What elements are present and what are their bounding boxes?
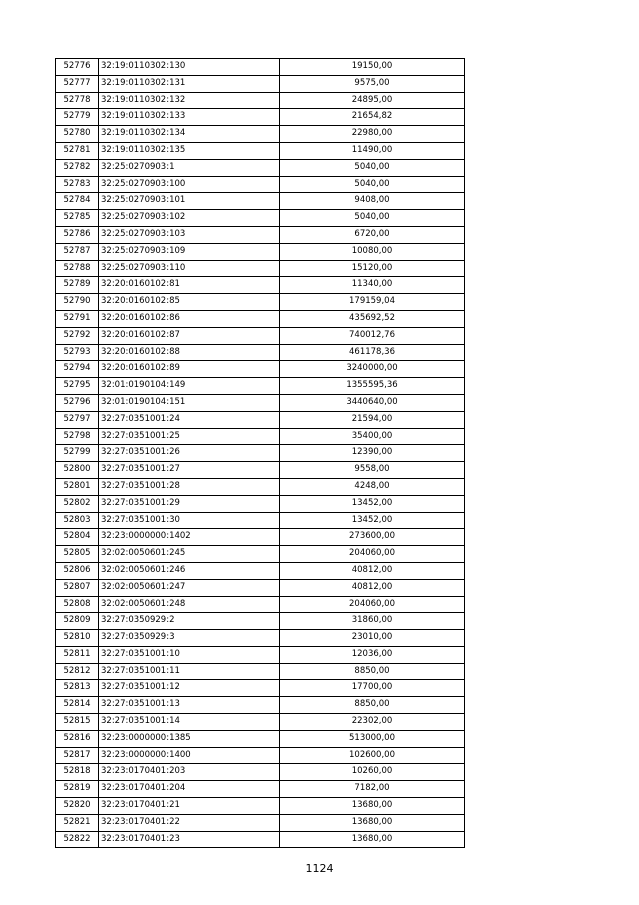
cadastral-value-cell: 35400,00 [280, 428, 465, 445]
row-number-cell: 52809 [56, 613, 99, 630]
cadastral-value-cell: 22980,00 [280, 126, 465, 143]
row-number-cell: 52790 [56, 294, 99, 311]
cadastral-value-cell: 5040,00 [280, 176, 465, 193]
row-number-cell: 52777 [56, 75, 99, 92]
table-row [56, 831, 465, 848]
cadastral-value-cell: 9575,00 [280, 75, 465, 92]
row-number-cell: 52784 [56, 193, 99, 210]
cadastral-number-cell: 32:25:0270903:101 [99, 193, 280, 210]
row-number-cell: 52778 [56, 92, 99, 109]
cadastral-number-cell: 32:25:0270903:1 [99, 159, 280, 176]
cadastral-value-cell: 273600,00 [280, 529, 465, 546]
cadastral-number-cell: 32:27:0351001:26 [99, 445, 280, 462]
cadastral-value-cell: 13680,00 [280, 831, 465, 848]
cadastral-number-cell: 32:19:0110302:135 [99, 142, 280, 159]
table-row [56, 747, 465, 764]
row-number-cell: 52783 [56, 176, 99, 193]
row-number-cell: 52787 [56, 243, 99, 260]
table-row [56, 445, 465, 462]
row-number-cell: 52808 [56, 596, 99, 613]
row-number-cell: 52789 [56, 277, 99, 294]
table-row [56, 613, 465, 630]
cadastral-number-cell: 32:20:0160102:86 [99, 310, 280, 327]
cadastral-value-cell: 102600,00 [280, 747, 465, 764]
cadastral-value-cell: 23010,00 [280, 630, 465, 647]
table-row [56, 344, 465, 361]
cadastral-number-cell: 32:27:0351001:24 [99, 411, 280, 428]
row-number-cell: 52815 [56, 714, 99, 731]
row-number-cell: 52799 [56, 445, 99, 462]
row-number-cell: 52796 [56, 394, 99, 411]
cadastral-value-cell: 15120,00 [280, 260, 465, 277]
cadastral-number-cell: 32:27:0351001:14 [99, 714, 280, 731]
cadastral-number-cell: 32:20:0160102:87 [99, 327, 280, 344]
cadastral-number-cell: 32:27:0351001:10 [99, 646, 280, 663]
cadastral-number-cell: 32:27:0351001:25 [99, 428, 280, 445]
cadastral-number-cell: 32:19:0110302:131 [99, 75, 280, 92]
row-number-cell: 52785 [56, 210, 99, 227]
cadastral-number-cell: 32:27:0351001:30 [99, 512, 280, 529]
cadastral-number-cell: 32:23:0000000:1402 [99, 529, 280, 546]
cadastral-number-cell: 32:01:0190104:151 [99, 394, 280, 411]
table-row [56, 495, 465, 512]
cadastral-number-cell: 32:20:0160102:89 [99, 361, 280, 378]
row-number-cell: 52800 [56, 462, 99, 479]
cadastral-value-cell: 12390,00 [280, 445, 465, 462]
cadastral-value-cell: 7182,00 [280, 781, 465, 798]
cadastral-value-cell: 31860,00 [280, 613, 465, 630]
row-number-cell: 52820 [56, 798, 99, 815]
cadastral-number-cell: 32:20:0160102:85 [99, 294, 280, 311]
cadastral-number-cell: 32:19:0110302:130 [99, 59, 280, 76]
table-row [56, 646, 465, 663]
cadastral-value-cell: 5040,00 [280, 210, 465, 227]
table-row [56, 394, 465, 411]
cadastral-value-cell: 179159,04 [280, 294, 465, 311]
table-row [56, 478, 465, 495]
cadastral-value-cell: 13680,00 [280, 798, 465, 815]
table-row [56, 361, 465, 378]
row-number-cell: 52801 [56, 478, 99, 495]
cadastral-value-cell: 9558,00 [280, 462, 465, 479]
cadastral-value-cell: 21654,82 [280, 109, 465, 126]
table-row [56, 764, 465, 781]
row-number-cell: 52807 [56, 579, 99, 596]
cadastral-value-cell: 10260,00 [280, 764, 465, 781]
cadastral-number-cell: 32:23:0170401:204 [99, 781, 280, 798]
table-row [56, 730, 465, 747]
cadastral-value-cell: 40812,00 [280, 579, 465, 596]
cadastral-value-cell: 12036,00 [280, 646, 465, 663]
cadastral-number-cell: 32:23:0000000:1385 [99, 730, 280, 747]
row-number-cell: 52792 [56, 327, 99, 344]
cadastral-value-table [55, 58, 465, 848]
row-number-cell: 52804 [56, 529, 99, 546]
table-row [56, 126, 465, 143]
cadastral-number-cell: 32:25:0270903:103 [99, 226, 280, 243]
table-row [56, 512, 465, 529]
table-row [56, 630, 465, 647]
cadastral-number-cell: 32:25:0270903:110 [99, 260, 280, 277]
table-row [56, 680, 465, 697]
table-row [56, 59, 465, 76]
row-number-cell: 52821 [56, 814, 99, 831]
cadastral-value-cell: 22302,00 [280, 714, 465, 731]
row-number-cell: 52819 [56, 781, 99, 798]
cadastral-number-cell: 32:27:0351001:27 [99, 462, 280, 479]
row-number-cell: 52810 [56, 630, 99, 647]
cadastral-value-cell: 4248,00 [280, 478, 465, 495]
cadastral-number-cell: 32:27:0351001:28 [99, 478, 280, 495]
table-row [56, 193, 465, 210]
table-row [56, 596, 465, 613]
cadastral-value-cell: 204060,00 [280, 596, 465, 613]
cadastral-value-cell: 13452,00 [280, 512, 465, 529]
table-row [56, 462, 465, 479]
table-row [56, 663, 465, 680]
cadastral-number-cell: 32:23:0170401:22 [99, 814, 280, 831]
cadastral-value-cell: 6720,00 [280, 226, 465, 243]
cadastral-number-cell: 32:19:0110302:133 [99, 109, 280, 126]
cadastral-number-cell: 32:25:0270903:109 [99, 243, 280, 260]
table-row [56, 697, 465, 714]
table-row [56, 159, 465, 176]
page-number: 1124 [305, 862, 334, 875]
cadastral-value-cell: 13452,00 [280, 495, 465, 512]
cadastral-number-cell: 32:27:0351001:11 [99, 663, 280, 680]
cadastral-value-cell: 11340,00 [280, 277, 465, 294]
table-row [56, 378, 465, 395]
cadastral-value-cell: 10080,00 [280, 243, 465, 260]
table-row [56, 142, 465, 159]
cadastral-value-cell: 19150,00 [280, 59, 465, 76]
row-number-cell: 52806 [56, 562, 99, 579]
cadastral-number-cell: 32:20:0160102:81 [99, 277, 280, 294]
cadastral-number-cell: 32:27:0351001:29 [99, 495, 280, 512]
row-number-cell: 52805 [56, 546, 99, 563]
table-row [56, 546, 465, 563]
table-row [56, 75, 465, 92]
table-row [56, 226, 465, 243]
table-row [56, 277, 465, 294]
table-row [56, 210, 465, 227]
table-row [56, 579, 465, 596]
cadastral-value-cell: 17700,00 [280, 680, 465, 697]
row-number-cell: 52822 [56, 831, 99, 848]
row-number-cell: 52782 [56, 159, 99, 176]
row-number-cell: 52781 [56, 142, 99, 159]
table-row [56, 562, 465, 579]
row-number-cell: 52794 [56, 361, 99, 378]
cadastral-number-cell: 32:02:0050601:246 [99, 562, 280, 579]
row-number-cell: 52791 [56, 310, 99, 327]
table-row [56, 411, 465, 428]
table-row [56, 798, 465, 815]
row-number-cell: 52780 [56, 126, 99, 143]
row-number-cell: 52779 [56, 109, 99, 126]
cadastral-number-cell: 32:27:0351001:13 [99, 697, 280, 714]
row-number-cell: 52813 [56, 680, 99, 697]
cadastral-value-cell: 11490,00 [280, 142, 465, 159]
cadastral-number-cell: 32:02:0050601:245 [99, 546, 280, 563]
cadastral-number-cell: 32:02:0050601:248 [99, 596, 280, 613]
cadastral-value-cell: 8850,00 [280, 697, 465, 714]
row-number-cell: 52788 [56, 260, 99, 277]
cadastral-value-cell: 13680,00 [280, 814, 465, 831]
cadastral-value-cell: 3440640,00 [280, 394, 465, 411]
cadastral-number-cell: 32:19:0110302:134 [99, 126, 280, 143]
cadastral-value-cell: 1355595,36 [280, 378, 465, 395]
row-number-cell: 52802 [56, 495, 99, 512]
cadastral-number-cell: 32:20:0160102:88 [99, 344, 280, 361]
row-number-cell: 52776 [56, 59, 99, 76]
cadastral-number-cell: 32:23:0170401:23 [99, 831, 280, 848]
table-row [56, 176, 465, 193]
row-number-cell: 52797 [56, 411, 99, 428]
row-number-cell: 52811 [56, 646, 99, 663]
table-row [56, 327, 465, 344]
row-number-cell: 52795 [56, 378, 99, 395]
row-number-cell: 52818 [56, 764, 99, 781]
row-number-cell: 52816 [56, 730, 99, 747]
cadastral-number-cell: 32:27:0350929:3 [99, 630, 280, 647]
table-body [56, 59, 465, 848]
cadastral-number-cell: 32:27:0351001:12 [99, 680, 280, 697]
cadastral-value-cell: 461178,36 [280, 344, 465, 361]
cadastral-number-cell: 32:19:0110302:132 [99, 92, 280, 109]
table-row [56, 428, 465, 445]
table-row [56, 260, 465, 277]
cadastral-number-cell: 32:01:0190104:149 [99, 378, 280, 395]
cadastral-value-cell: 8850,00 [280, 663, 465, 680]
cadastral-number-cell: 32:25:0270903:100 [99, 176, 280, 193]
cadastral-value-cell: 435692,52 [280, 310, 465, 327]
cadastral-number-cell: 32:25:0270903:102 [99, 210, 280, 227]
cadastral-value-cell: 3240000,00 [280, 361, 465, 378]
cadastral-number-cell: 32:23:0000000:1400 [99, 747, 280, 764]
table-row [56, 243, 465, 260]
row-number-cell: 52786 [56, 226, 99, 243]
table-row [56, 814, 465, 831]
cadastral-number-cell: 32:02:0050601:247 [99, 579, 280, 596]
cadastral-number-cell: 32:23:0170401:21 [99, 798, 280, 815]
row-number-cell: 52793 [56, 344, 99, 361]
table-row [56, 294, 465, 311]
row-number-cell: 52814 [56, 697, 99, 714]
row-number-cell: 52803 [56, 512, 99, 529]
cadastral-number-cell: 32:27:0350929:2 [99, 613, 280, 630]
cadastral-value-cell: 24895,00 [280, 92, 465, 109]
cadastral-value-cell: 5040,00 [280, 159, 465, 176]
table-row [56, 109, 465, 126]
row-number-cell: 52812 [56, 663, 99, 680]
row-number-cell: 52817 [56, 747, 99, 764]
cadastral-value-cell: 21594,00 [280, 411, 465, 428]
table-row [56, 92, 465, 109]
cadastral-value-cell: 204060,00 [280, 546, 465, 563]
table-row [56, 529, 465, 546]
cadastral-value-cell: 9408,00 [280, 193, 465, 210]
cadastral-value-cell: 513000,00 [280, 730, 465, 747]
table-row [56, 310, 465, 327]
table-row [56, 714, 465, 731]
cadastral-value-cell: 740012,76 [280, 327, 465, 344]
cadastral-value-cell: 40812,00 [280, 562, 465, 579]
table-row [56, 781, 465, 798]
cadastral-number-cell: 32:23:0170401:203 [99, 764, 280, 781]
row-number-cell: 52798 [56, 428, 99, 445]
